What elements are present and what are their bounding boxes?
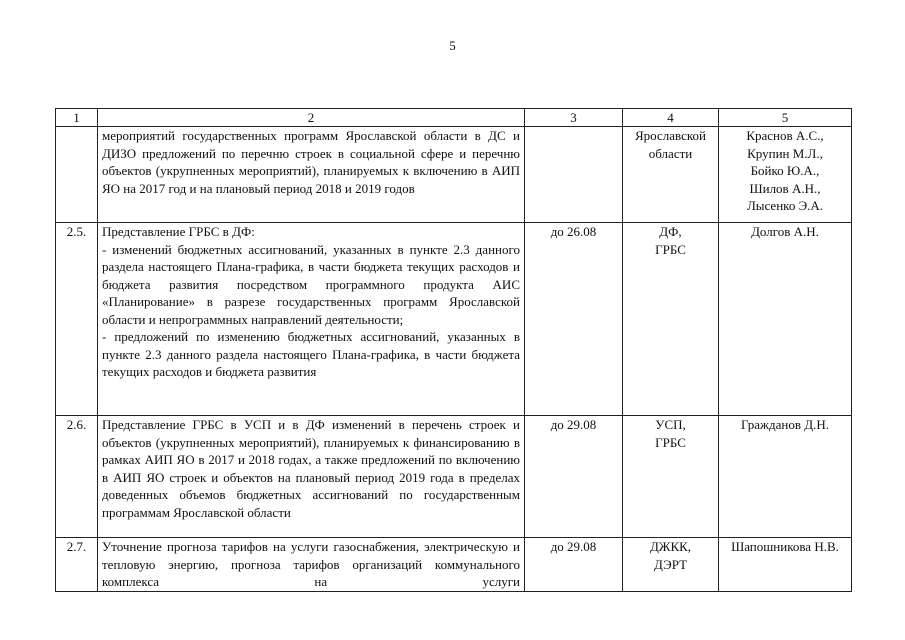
row-number: 2.7. [56, 538, 98, 592]
row-responsible [719, 538, 852, 592]
executor-line: ДЭРТ [653, 556, 688, 572]
row-deadline [525, 127, 623, 223]
page-number: 5 [449, 38, 456, 53]
responsible-line: Краснов А.С., [746, 128, 824, 143]
description-paragraph: - изменений бюджетных ассигнований, указанных в пункте 2.3 данного раздела настоящего Плана-графика, в части бюджета текущих расходов и бюджета развития посредством программного продукта АИС «Планирование» в разрезе государственных программ Ярославской области и непрограммных направлений деятельности; [102, 241, 520, 327]
executor-line: ДФ, [659, 224, 682, 239]
row-deadline: до 29.08 [525, 416, 623, 538]
row-executor [623, 223, 719, 416]
row-executor [623, 538, 719, 592]
executor-line: ГРБС [655, 434, 686, 450]
column-header-1: 1 [56, 109, 98, 127]
executor-line: Ярославской [635, 128, 706, 143]
description-paragraph: мероприятий государственных программ Ярославской области в ДС и ДИЗО предложений по перечню строек в социальной сфере и перечню объектов (укрупненных мероприятий), планируемых к включению в АИП ЯО на 2017 год и на плановый период 2018 и 2019 годов [102, 128, 520, 196]
executor-line: области [648, 145, 693, 161]
executor-line: ДЖКК, [649, 539, 692, 554]
row-description [98, 538, 525, 592]
responsible-line: Долгов А.Н. [751, 224, 819, 239]
responsible-line: Гражданов Д.Н. [741, 417, 829, 432]
row-responsible [719, 127, 852, 223]
row-responsible [719, 416, 852, 538]
row-deadline: до 29.08 [525, 538, 623, 592]
plan-table [55, 108, 852, 592]
table-row [56, 223, 852, 416]
responsible-line: Шапошникова Н.В. [731, 539, 839, 554]
column-header-4: 4 [623, 109, 719, 127]
responsible-line: Шилов А.Н., [749, 180, 821, 196]
column-header-3: 3 [525, 109, 623, 127]
row-deadline: до 26.08 [525, 223, 623, 416]
executor-line: УСП, [655, 417, 686, 432]
row-executor [623, 127, 719, 223]
row-number [56, 127, 98, 223]
row-number: 2.5. [56, 223, 98, 416]
responsible-line: Лысенко Э.А. [746, 198, 824, 213]
row-executor [623, 416, 719, 538]
header-row [56, 109, 852, 127]
row-description [98, 127, 525, 223]
description-paragraph: Уточнение прогноза тарифов на услуги газоснабжения, электрическую и тепловую энергию, прогноза тарифов организаций коммунального комплекса на услуги [102, 539, 520, 589]
table-row [56, 416, 852, 538]
responsible-line: Бойко Ю.А., [750, 163, 820, 178]
table-row [56, 127, 852, 223]
row-description [98, 416, 525, 538]
row-responsible [719, 223, 852, 416]
description-paragraph: Представление ГРБС в ДФ: [102, 224, 255, 239]
column-header-2: 2 [98, 109, 525, 127]
row-description [98, 223, 525, 416]
column-header-5: 5 [719, 109, 852, 127]
description-paragraph: Представление ГРБС в УСП и в ДФ изменений в перечень строек и объектов (укрупненных мероприятий), планируемых к финансированию в рамках АИП ЯО в 2017 и 2018 годах, а также предложений по включению в АИП ЯО строек и объектов на плановый период 2019 года в пределах доведенных объемов бюджетных ассигнований по государственным программам Ярославской области [102, 417, 520, 520]
table-row [56, 538, 852, 592]
executor-line: ГРБС [655, 241, 686, 257]
responsible-line: Крупин М.Л., [747, 145, 823, 161]
row-number: 2.6. [56, 416, 98, 538]
description-paragraph: - предложений по изменению бюджетных ассигнований, указанных в пункте 2.3 данного раздела настоящего Плана-графика, в части бюджета текущих расходов и бюджета развития [102, 329, 520, 379]
